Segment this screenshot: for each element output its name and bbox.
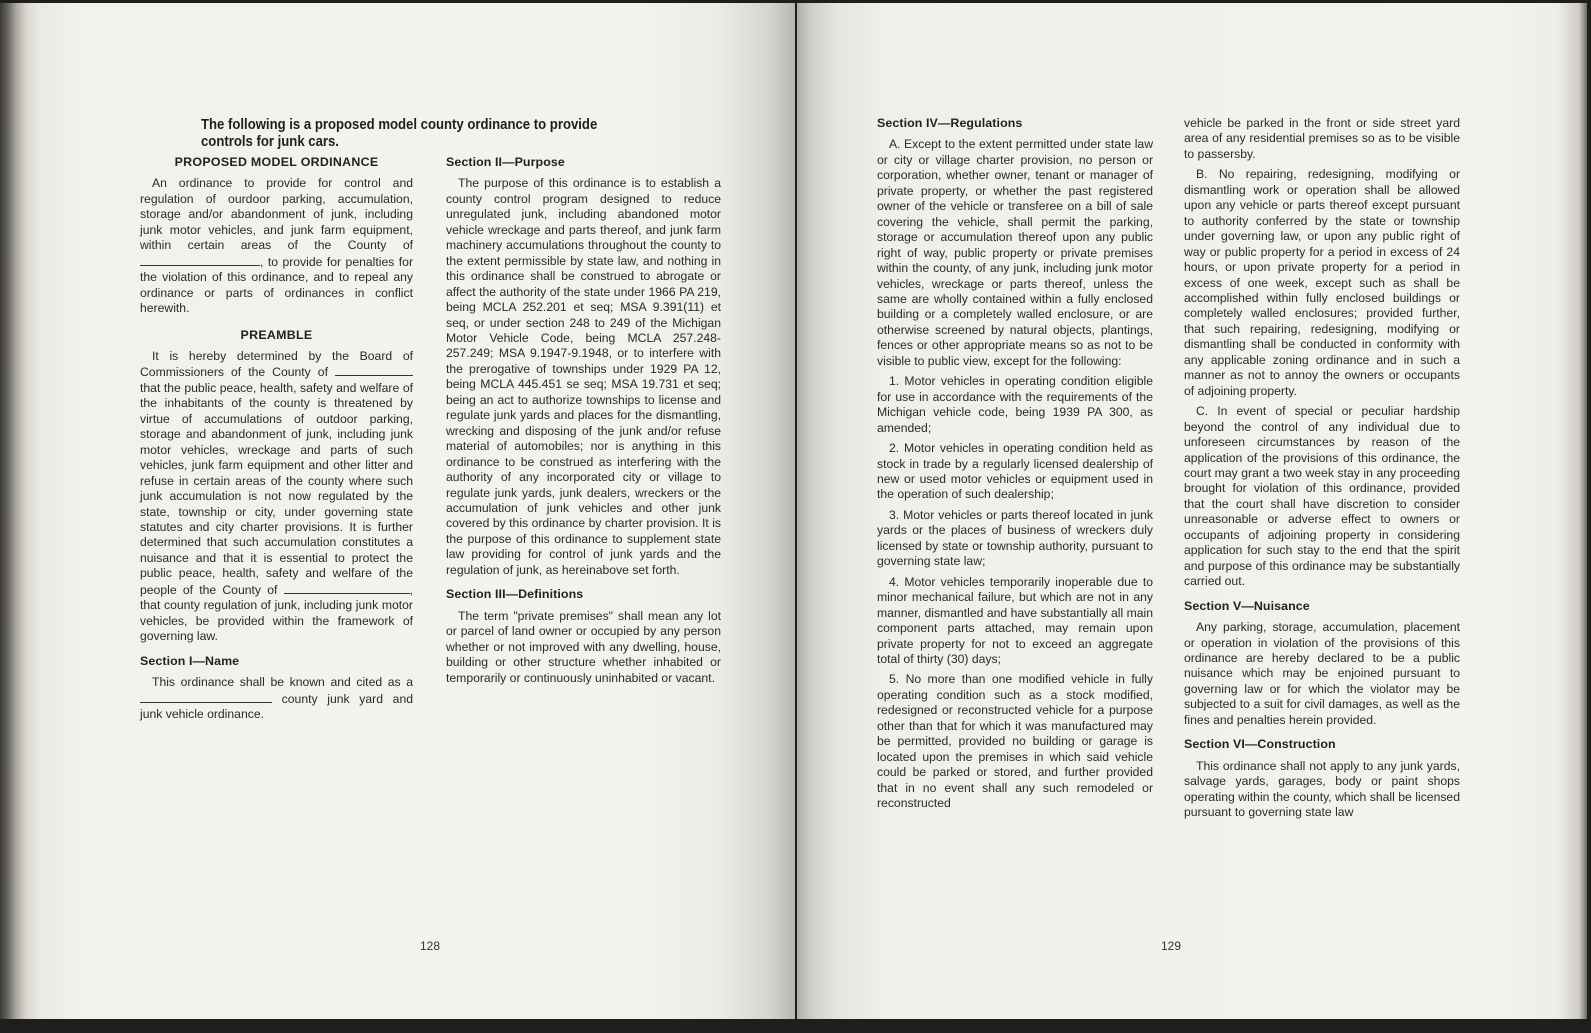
ordinance-text-2: , to provide for penalties for the violation of this ordinance, and to repeal any ordinance or parts of ordinances in conflict herewith. (140, 254, 413, 316)
preamble-text-2: that the public peace, health, safety and welfare of the inhabitants of the county is threatened by virtue of accumulations of outdoor parking, storage and abandonment of junk, including junk motor vehicles, wreckage and parts of such vehicles, junk farm equipment and other litter and refuse in certain areas of the county where such junk accumulation is not now regulated by the state, township or city, under governing state statutes and city charter provisions. It is further determined that such accumulation constitutes a nuisance and that it is essential to protect the public peace, health, safety and welfare of the people of the County of (140, 380, 413, 597)
blank-line (140, 691, 272, 703)
blank-line (284, 582, 410, 594)
item-5: 5. No more than one modified vehicle in fully operating condition such as a stock modified, redesigned or reconstructed vehicle for a purpose other than that for which it was manufactured may be permitted, provided no building or garage is located upon the premises in which said vehicle could be parked or stored, and further provided that in no event shall any such remodeled or reconstructed (877, 672, 1153, 811)
item-3: 3. Motor vehicles or parts thereof located in junk yards or the places of business of wreckers duly licensed by state or township authority, pursuant to governing state law; (877, 507, 1153, 569)
page-number-left: 128 (420, 939, 441, 953)
item-5-continued: vehicle be parked in the front or side street yard area of any residential premises so as to be visible to passersby. (1184, 116, 1460, 161)
item-1: 1. Motor vehicles in operating condition eligible for use in accordance with the requirements of the Michigan vehicle code, being 1939 PA 300, as amended; (877, 374, 1153, 435)
section-1-text-1: This ordinance shall be known and cited as a (152, 675, 413, 690)
section-6-heading: Section VI—Construction (1184, 737, 1336, 752)
left-page (0, 3, 795, 1019)
preamble-text-3: , that county regulation of junk, including junk motor vehicles, be provided within the framework of governing law. (140, 582, 414, 644)
blank-line (140, 254, 260, 266)
section-1-heading: Section I—Name (140, 653, 240, 668)
section-5-heading: Section V—Nuisance (1184, 598, 1310, 613)
preamble-paragraph (140, 349, 413, 645)
left-column-2 (446, 155, 721, 691)
section-6-paragraph: This ordinance shall not apply to any junk yards, salvage yards, garages, body or paint shops operating within the county, which shall be licensed pursuant to governing state law (1184, 758, 1460, 820)
section-3-paragraph: The term "private premises" shall mean any lot or parcel of land owner or occupied by any person whether or not improved with any dwelling, house, building or other structure whether inhabited or temporarily or continuously uninhabited or vacant. (446, 608, 721, 685)
section-4-heading: Section IV—Regulations (877, 116, 1023, 130)
ordinance-text-1: An ordinance to provide for control and regulation of ourdoor parking, accumulation, storage and/or abandonment of junk, including junk motor vehicles, and junk farm equipment, within certain areas of the County of (140, 176, 413, 253)
section-4-c: C. In event of special or peculiar hardship beyond the control of any individual due to unforeseen circumstances by reason of the application of the provisions of this ordinance, the court may grant a two week stay in any proceeding brought for violation of this ordinance, provided that the court shall have discretion to consider unreasonable or adverse effect to owners or occupants of adjoining property in considering application for such stay to the end that the spirit and purpose of this ordinance may be substantially carried out. (1184, 404, 1460, 589)
section-3-heading: Section III—Definitions (446, 587, 584, 602)
blank-line (335, 364, 413, 376)
intro-title: The following is a proposed model county ordinance to provide controls for junk cars. (201, 117, 598, 150)
preamble-heading: PREAMBLE (240, 327, 313, 342)
section-2-paragraph: The purpose of this ordinance is to establish a county control program designed to reduce unregulated junk, including abandoned motor vehicle wreckage and parts thereof, and junk farm machinery accumulations throughout the county to the extent permissible by state law, and nothing in this ordinance shall be construed to abrogate or affect the authority of the state under 1966 PA 219, being MCLA 252.201 et seq; MSA 9.391(11) et seq, or under section 248 to 249 of the Michigan Motor Vehicle Code, being MCLA 257.248-257.249; MSA 9.1947-9.1948, or to interfere with the prerogative of townships under 1929 PA 12, being MCLA 445.451 se seq; MSA 19.731 et seq; being an act to authorize townships to license and regulate junk yards and places for the dismantling, wrecking and disposing of the junk and/or refuse material of automobiles; nor is anything in this ordinance to be construed as interfering with the authority of any incorporated city or village to regulate junk yards, junk dealers, wreckers or the accumulation of junk vehicles and other junk covered by this ordinance by charter provision. It is the purpose of this ordinance to supplement state law providing for control of junk yards and the regulation of junk, as hereinabove set forth. (446, 176, 721, 577)
section-4-b: B. No repairing, redesigning, modifying or dismantling work or operation shall be allowed upon any vehicle or parts thereof except pursuant to authority conferred by the state or township under governing law, or upon any public right of way or public property for a period in excess of 24 hours, or upon private property for a period in excess of one week, except such as shall be accomplished within fully enclosed buildings or completely walled enclosures; provided further, that such repairing, redesigning, modifying or dismantling shall be conducted in conformity with any applicable zoning ordinance and in such a manner as not to annoy the owners or occupants of adjoining property. (1184, 167, 1460, 398)
section-5-paragraph: Any parking, storage, accumulation, placement or operation in violation of the provisions of this ordinance are hereby declared to be a public nuisance which may be enjoined pursuant to governing law or for which the violator may be subjected to a suit for civil damages, as well as the fines and penalties herein provided. (1184, 620, 1460, 727)
section-1-paragraph (140, 675, 413, 722)
right-column-1 (877, 116, 1153, 816)
ordinance-paragraph (140, 176, 413, 316)
page-number-right: 129 (1161, 939, 1182, 953)
right-column-2 (1184, 116, 1460, 825)
section-1-text-2: county junk yard and junk vehicle ordinance. (140, 691, 413, 721)
preamble-text-1: It is hereby determined by the Board of Commissioners of the County of (140, 348, 413, 380)
ordinance-heading: PROPOSED MODEL ORDINANCE (174, 155, 379, 169)
item-2: 2. Motor vehicles in operating condition held as stock in trade by a regularly licensed dealership of new or used motor vehicles or equipment used in the operation of such dealership; (877, 441, 1153, 502)
left-column-1 (140, 155, 413, 727)
section-2-heading: Section II—Purpose (446, 155, 565, 169)
item-4: 4. Motor vehicles temporarily inoperable due to minor mechanical failure, but which are not in any manner, dismantled and have substantially all main component parts attached, may remain upon private property for not to exceed an aggregate total of thirty (30) days; (877, 574, 1153, 666)
section-4-a: A. Except to the extent permitted under state law or city or village charter provision, no person or corporation, whether owner, tenant or manager of private property, or whether the past registered owner of the vehicle or transferee on a bill of sale covering the vehicle, shall permit the parking, storage or accumulation thereof upon any public right of way, public property or private premises within the county, of any junk, including junk motor vehicles, wreckage or parts thereof, unless the same are wholly contained within a fully enclosed building or a completely walled enclosure, or are otherwise screened by natural objects, plantings, fences or other appropriate means so as not to be visible to public view, except for the following: (877, 137, 1153, 368)
right-page (797, 3, 1587, 1019)
